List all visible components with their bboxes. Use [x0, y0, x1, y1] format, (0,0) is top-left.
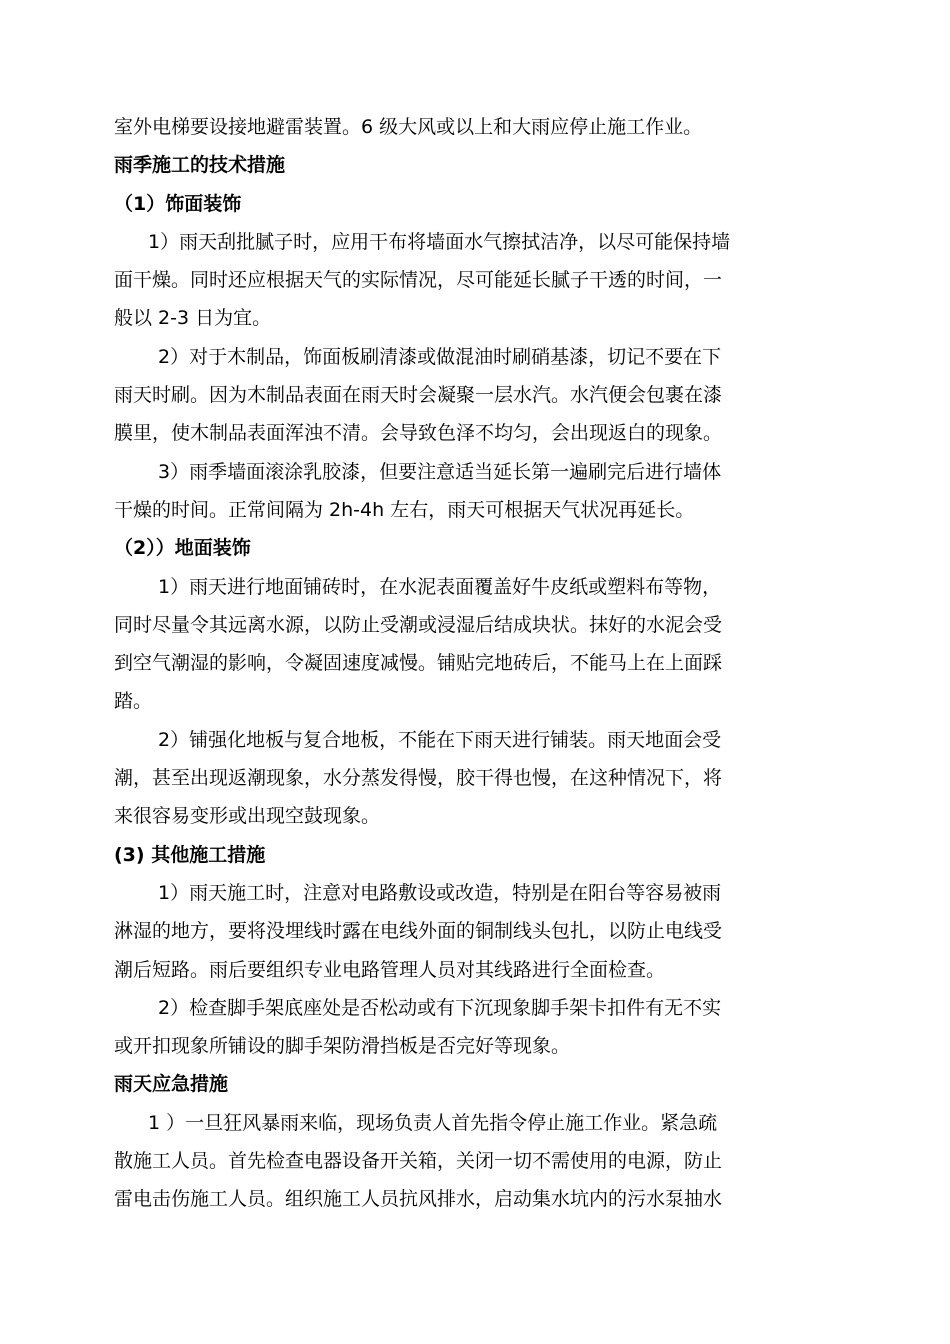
paragraph-line: 3）雨季墙面滚涂乳胶漆，但要注意适当延长第一遍刷完后进行墙体 [158, 460, 722, 483]
paragraph-line: 1）雨天施工时，注意对电路敷设或改造，特别是在阳台等容易被雨 [158, 881, 722, 904]
document-body [114, 108, 830, 1219]
section-heading: 雨季施工的技术措施 [114, 154, 286, 177]
paragraph-line: 般以 2-3 日为宜。 [114, 307, 272, 330]
subsection-heading: (3) 其他施工措施 [114, 843, 266, 866]
section-heading: 雨天应急措施 [114, 1073, 229, 1096]
paragraph-line: 面干燥。同时还应根据天气的实际情况，尽可能延长腻子干透的时间，一 [114, 269, 723, 292]
paragraph-line: 淋湿的地方，要将没埋线时露在电线外面的铜制线头包扎，以防止电线受 [114, 920, 723, 943]
paragraph-line: 来很容易变形或出现空鼓现象。 [114, 805, 381, 828]
paragraph-line: 1 ）一旦狂风暴雨来临，现场负责人首先指令停止施工作业。紧急疏 [148, 1111, 718, 1134]
paragraph-line: 潮，甚至出现返潮现象，水分蒸发得慢，胶干得也慢，在这种情况下，将 [114, 767, 723, 790]
paragraph-line: 散施工人员。首先检查电器设备开关箱，关闭一切不需使用的电源，防止 [114, 1150, 723, 1173]
paragraph-line: 2）对于木制品，饰面板刷清漆或做混油时刷硝基漆，切记不要在下 [158, 345, 722, 368]
paragraph-line: 潮后短路。雨后要组织专业电路管理人员对其线路进行全面检查。 [114, 958, 666, 981]
paragraph-line: 1）雨天刮批腻子时，应用干布将墙面水气擦拭洁净，以尽可能保持墙 [148, 230, 731, 253]
paragraph-line: 干燥的时间。正常间隔为 2h-4h 左右，雨天可根据天气状况再延长。 [114, 498, 695, 521]
paragraph-line: 室外电梯要设接地避雷装置。6 级大风或以上和大雨应停止施工作业。 [114, 116, 703, 138]
paragraph-line: 2）铺强化地板与复合地板，不能在下雨天进行铺装。雨天地面会受 [158, 728, 722, 751]
subsection-heading: （2））地面装饰 [114, 537, 251, 560]
subsection-heading: （1）饰面装饰 [114, 192, 242, 215]
paragraph-line: 雨天时刷。因为木制品表面在雨天时会凝聚一层水汽。水汽便会包裹在漆 [114, 384, 723, 407]
paragraph-line: 膜里，使木制品表面浑浊不清。会导致色泽不均匀，会出现返白的现象。 [114, 422, 723, 445]
paragraph-line: 1）雨天进行地面铺砖时，在水泥表面覆盖好牛皮纸或塑料布等物， [158, 575, 722, 598]
paragraph-line: 同时尽量令其远离水源，以防止受潮或浸湿后结成块状。抹好的水泥会受 [114, 613, 723, 636]
paragraph-line: 或开扣现象所铺设的脚手架防滑挡板是否完好等现象。 [114, 1035, 571, 1058]
paragraph-line: 雷电击伤施工人员。组织施工人员抗风排水，启动集水坑内的污水泵抽水 [114, 1188, 723, 1211]
paragraph-line: 踏。 [114, 690, 153, 713]
paragraph-line: 2）检查脚手架底座处是否松动或有下沉现象脚手架卡扣件有无不实 [158, 996, 722, 1019]
paragraph-line: 到空气潮湿的影响，令凝固速度减慢。铺贴完地砖后，不能马上在上面踩 [114, 652, 723, 675]
